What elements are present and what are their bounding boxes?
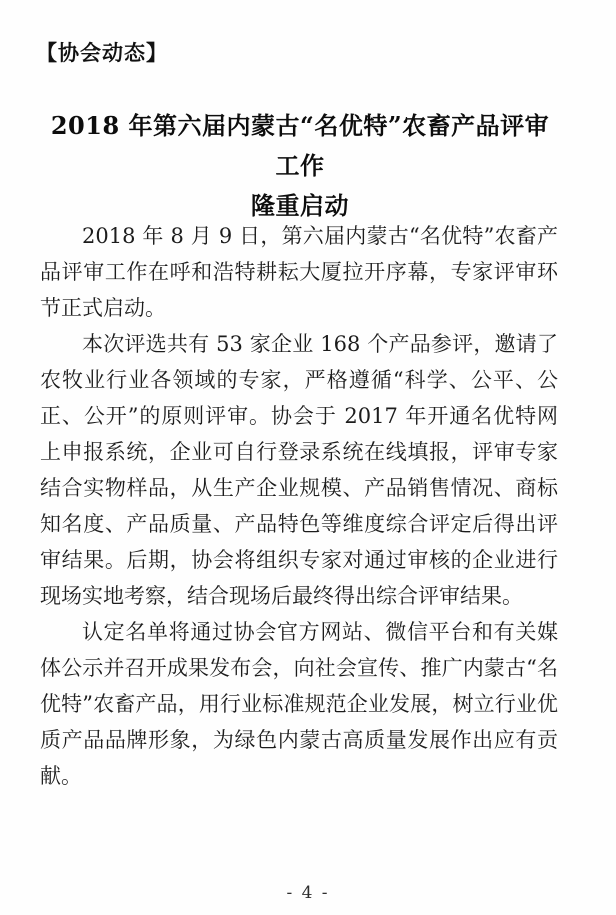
page-number: - 4 -	[286, 883, 330, 903]
body-paragraph: 本次评选共有 53 家企业 168 个产品参评，邀请了农牧业行业各领域的专家，严格遵循“科学、公平、公正、公开”的原则评审。协会于 2017 年开通名优特网上申报系统，企业可自行登录系统在线填报，评审专家结合实物样品，从生产企业规模、产品销售情况、商标知名度、产品质量、产品特色等维度综合评定后得出评审结果。后期，协会将组织专家对通过审核的企业进行现场实地考察，结合现场后最终得出综合评审结果。	[40, 332, 558, 608]
section-label: 【协会动态】	[36, 41, 168, 65]
document-title-line1: 2018 年第六届内蒙古“名优特”农畜产品评审工作	[50, 111, 550, 180]
body-paragraph: 2018 年 8 月 9 日，第六届内蒙古“名优特”农畜产品评审工作在呼和浩特耕耘大厦拉开序幕，专家评审环节正式启动。	[40, 224, 558, 320]
body-paragraph: 认定名单将通过协会官方网站、微信平台和有关媒体公示并召开成果发布会，向社会宣传、推广内蒙古“名优特”农畜产品，用行业标准规范企业发展，树立行业优质产品品牌形象，为绿色内蒙古高质量发展作出应有贡献。	[40, 620, 558, 788]
document-title	[40, 106, 560, 226]
document-title-line2: 隆重启动	[251, 191, 349, 220]
document-body	[40, 218, 558, 794]
